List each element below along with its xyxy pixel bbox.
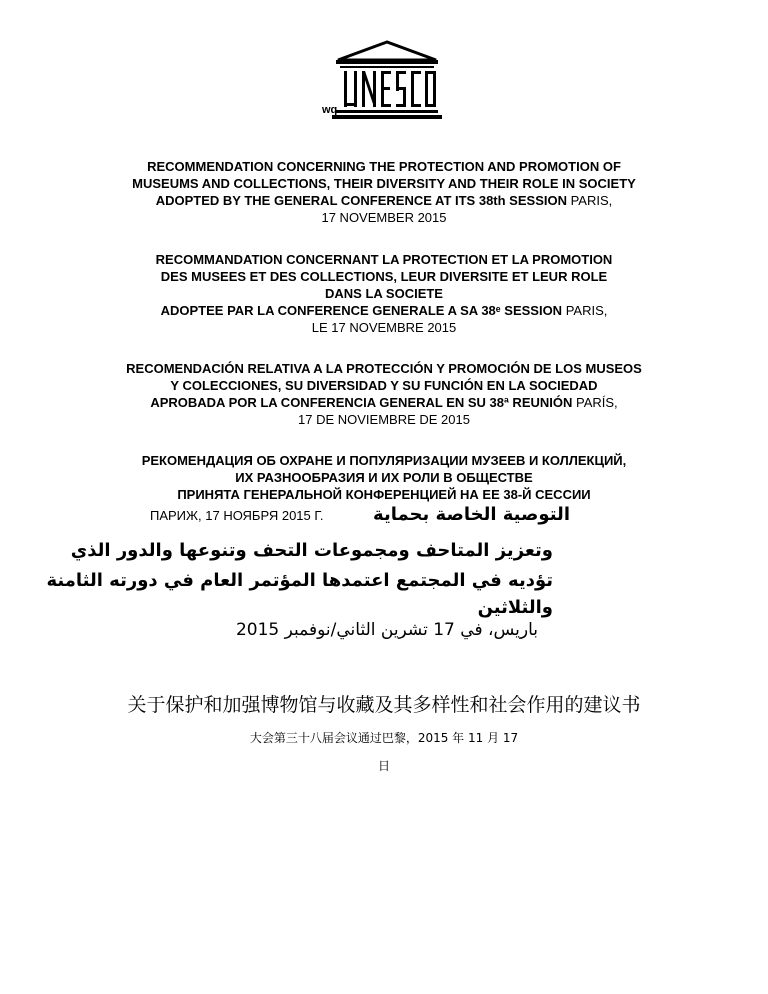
french-title-line3: DANS LA SOCIETE: [325, 286, 443, 301]
spanish-title-block: [0, 360, 768, 428]
french-place: PARIS,: [562, 303, 608, 318]
logo-base-top: [336, 110, 438, 113]
english-adoption: ADOPTED BY THE GENERAL CONFERENCE AT ITS 38th SESSION: [155, 193, 567, 208]
logo-columns: [344, 71, 436, 107]
russian-title-line1: РЕКОМЕНДАЦИЯ ОБ ОХРАНЕ И ПОПУЛЯРИЗАЦИИ МУЗЕЕВ И КОЛЛЕКЦИЙ,: [141, 453, 627, 468]
spanish-date: 17 DE NOVIEMBRE DE 2015: [298, 412, 470, 427]
french-title-line2: DES MUSEES ET DES COLLECTIONS, LEUR DIVERSITE ET LEUR ROLE: [160, 269, 608, 284]
arabic-title-line2: وتعزيز المتاحف ومجموعات التحف وتنوعها والدور الذي: [70, 540, 553, 561]
logo-base: [332, 115, 442, 119]
arabic-date: باريس، في 17 تشرين الثاني/نوفمبر 2015: [235, 620, 538, 640]
chinese-date-line1: 大会第三十八届会议通过巴黎，2015 年 11 月 17: [249, 731, 519, 745]
spanish-title-line1: RECOMENDACIÓN RELATIVA A LA PROTECCIÓN Y PROMOCIÓN DE LOS MUSEOS: [126, 361, 642, 376]
arabic-title-line3: تؤديه في المجتمع اعتمدها المؤتمر العام في دورته الثامنة: [46, 570, 553, 591]
spanish-title-line2: Y COLECCIONES, SU DIVERSIDAD Y SU FUNCIÓN EN LA SOCIEDAD: [170, 378, 598, 393]
english-title-line1: RECOMMENDATION CONCERNING THE PROTECTION AND PROMOTION OF: [147, 159, 621, 174]
russian-title-block: [0, 452, 768, 503]
english-place: PARIS,: [566, 193, 613, 208]
chinese-date-block: [0, 724, 768, 780]
english-title-block: [0, 158, 768, 226]
english-title-line2: MUSEUMS AND COLLECTIONS, THEIR DIVERSITY AND THEIR ROLE IN SOCIETY: [132, 176, 636, 191]
unesco-logo: [318, 40, 456, 122]
french-date: LE 17 NOVEMBRE 2015: [311, 320, 457, 335]
russian-title-line2: ИХ РАЗНООБРАЗИЯ И ИХ РОЛИ В ОБЩЕСТВЕ: [235, 470, 533, 485]
chinese-date-line2: 日: [377, 759, 390, 773]
russian-title-line3: ПРИНЯТА ГЕНЕРАЛЬНОЙ КОНФЕРЕНЦИЕЙ НА ЕЕ 38-Й СЕССИИ: [177, 487, 591, 502]
logo-pediment: [338, 42, 436, 60]
spanish-adoption: APROBADA POR LA CONFERENCIA GENERAL EN SU 38ª REUNIÓN: [150, 395, 573, 410]
arabic-russian-row: [150, 504, 570, 534]
logo-architrave: [336, 60, 438, 64]
french-title-line1: RECOMMANDATION CONCERNANT LA PROTECTION ET LA PROMOTION: [155, 252, 613, 267]
spanish-place: PARÍS,: [572, 395, 618, 410]
chinese-title: 关于保护和加强博物馆与收藏及其多样性和社会作用的建议书: [127, 694, 641, 716]
russian-date: ПАРИЖ, 17 НОЯБРЯ 2015 Г.: [150, 508, 324, 523]
arabic-title-line1: التوصية الخاصة بحماية: [373, 504, 570, 525]
logo-beam: [340, 66, 434, 68]
english-date: 17 NOVEMBER 2015: [321, 210, 447, 225]
french-adoption: ADOPTEE PAR LA CONFERENCE GENERALE A SA 38ᵉ SESSION: [160, 303, 563, 318]
arabic-title-line4: والثلاثين: [477, 597, 553, 618]
logo-code: wq: [322, 104, 338, 116]
french-title-block: [0, 251, 768, 336]
